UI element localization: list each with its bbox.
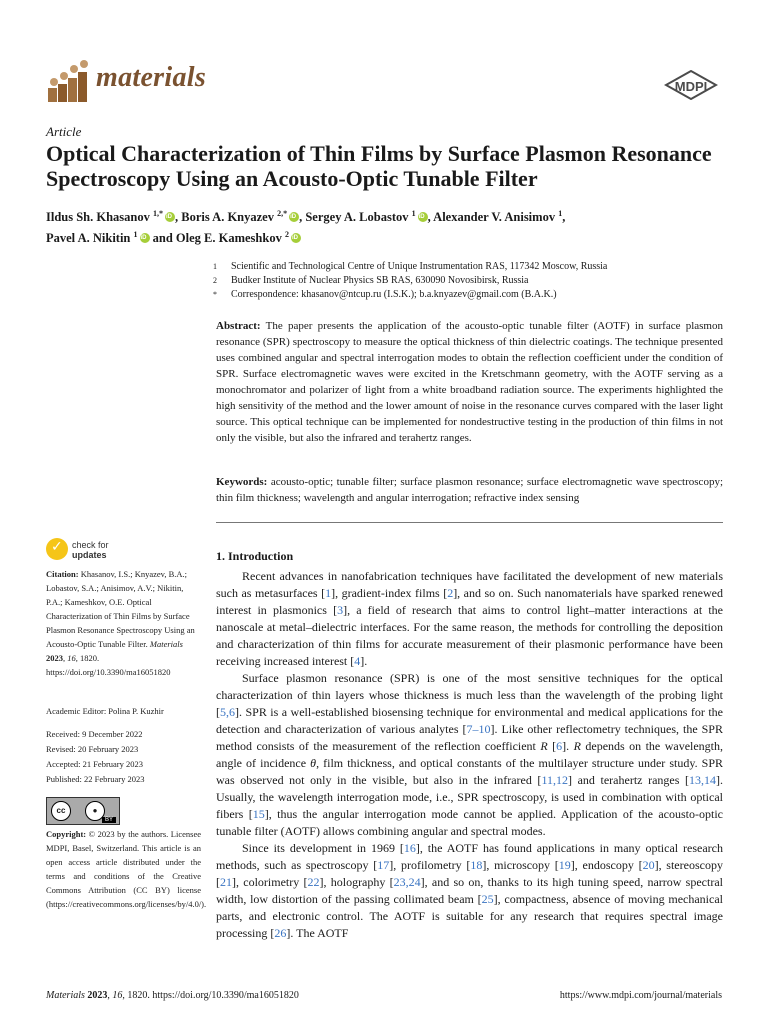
article-type: Article — [46, 124, 82, 139]
citation-link[interactable]: 23,24 — [393, 875, 421, 889]
citation-link[interactable]: 5,6 — [220, 705, 235, 719]
citation-link[interactable]: 1 — [325, 586, 332, 600]
date-revised: Revised: 20 February 2023 — [46, 744, 139, 754]
keywords-text: acousto-optic; tunable filter; surface plasmon resonance; surface electromagnetic wave spectroscopy; thin film thickness; wavelength and angular interrogation; refractive index sensing — [216, 476, 723, 504]
paragraph: Surface plasmon resonance (SPR) is one of the most sensitive techniques for the optical characterization of thin layers whose thickness is much less than the wavelength of the probing light [5,6]. SPR is a well-established biosensing technique for environmental and medical applications for the detection and characterization of various analytes [7–10]. Like other reflectometry techniques, the SPR method consists of the measurement of the reflection coefficient R [6]. R depends on the wavelength, angle of incidence θ, film thickness, and optical constants of the multilayer structure under study. SPR was observed not only in the visible, but also in the infrared [11,12] and terahertz ranges [13,14]. Usually, the wavelength interrogation mode, i.e., SPR spectroscopy, is used in combination with optical fibers [15], thus the angular interrogation mode cannot be applied. Application of the acousto-optic tunable filter (AOTF) allows combining angular and spectral modes. — [216, 671, 724, 838]
date-received: Received: 9 December 2022 — [46, 729, 143, 739]
orcid-icon[interactable] — [418, 212, 428, 222]
author: Sergey A. Lobastov — [305, 210, 409, 225]
footer-citation: Materials 2023, 16, 1820. https://doi.org/10.3390/ma16051820 — [46, 990, 299, 1001]
affiliations — [213, 260, 733, 302]
orcid-icon[interactable] — [289, 212, 299, 222]
orcid-icon[interactable] — [165, 212, 175, 222]
author: Oleg E. Kameshkov — [175, 231, 282, 246]
citation-link[interactable]: 3 — [337, 603, 344, 617]
academic-editor: Academic Editor: Polina P. Kuzhir — [46, 706, 164, 716]
orcid-icon[interactable] — [291, 233, 301, 243]
citation-link[interactable]: 25 — [481, 892, 494, 906]
citation-link[interactable]: 11,12 — [541, 773, 568, 787]
orcid-icon[interactable] — [140, 233, 150, 243]
cc-icon: cc — [51, 801, 71, 821]
cc-by-license-badge[interactable] — [46, 797, 120, 825]
paper-title: Optical Characterization of Thin Films by Surface Plasmon Resonance Spectroscopy Using an Acousto-Optic Tunable Filter — [46, 141, 712, 191]
section-title: 1. Introduction — [216, 549, 294, 563]
mdpi-logo — [664, 70, 718, 100]
abstract-text: The paper presents the application of the acousto-optic tunable filter (AOTF) in surface plasmon resonance (SPR) spectroscopy to measure the optical thickness of thin dielectric coatings. The technique presented uses combined angular and spectral interrogation modes to obtain the reflection coefficient under the condition of SPR. Surface electromagnetic waves were excited in the Kretschmann geometry, with the AOTF serving as a monochromator and polarizer of light from a white broadband radiation source. The experiments highlighted the high sensitivity of the method and the lower amount of noise in the resonance curves compared with the laser light source. This optical technique can be implemented for nondestructive testing in the production of thin films in not only the visible, but also the infrared and terahertz ranges. — [216, 320, 723, 444]
citation-link[interactable]: 16 — [403, 841, 416, 855]
author: Ildus Sh. Khasanov — [46, 210, 150, 225]
citation-link[interactable]: 13,14 — [689, 773, 716, 787]
check-for-updates-button[interactable]: ✓ check for updates — [46, 538, 166, 562]
citation-link[interactable]: 20 — [642, 858, 655, 872]
affiliation: 1 Scientific and Technological Centre of Unique Instrumentation RAS, 117342 Moscow, Russia — [213, 261, 608, 272]
citation-link[interactable]: 26 — [274, 926, 287, 940]
author: Alexander V. Anisimov — [433, 210, 556, 225]
publisher-name: MDPI — [674, 79, 708, 94]
keywords-label: Keywords: — [216, 476, 268, 488]
author: Pavel A. Nikitin — [46, 231, 131, 246]
citation-link[interactable]: 18 — [470, 858, 483, 872]
paragraph: Since its development in 1969 [16], the AOTF has found applications in many optical research methods, such as spectroscopy [17], profilometry [18], microscopy [19], endoscopy [20], stereoscopy [21], colorimetry [22], holography [23,24], and so on, thanks to its high tuning speed, narrow spectral width, low distortion of the passing collimated beam [25], compactness, absence of moving mechanical parts, and electronic control. The AOTF is suitable for any research that requires spectral image processing [26]. The AOTF — [216, 841, 724, 940]
citation-link[interactable]: 22 — [307, 875, 320, 889]
citation-link[interactable]: 7–10 — [466, 722, 491, 736]
person-icon: ● — [85, 801, 105, 821]
abstract-label: Abstract: — [216, 320, 261, 332]
citation-link[interactable]: 4 — [354, 654, 361, 668]
citation: Citation: Khasanov, I.S.; Knyazev, B.A.; Lobastov, S.A.; Anisimov, A.V.; Nikitin, P.A.; Kameshkov, O.E. Optical Characterization of Thin Films by Surface Plasmon Resonance Spectroscopy Using an Acousto-Optic Tunable Filter. Materials 2023, 16, 1820. https://doi.org/10.3390/ma16051820 — [46, 569, 195, 677]
correspondence: * Correspondence: khasanov@ntcup.ru (I.S.K.); b.a.knyazev@gmail.com (B.A.K.) — [213, 289, 557, 300]
citation-link[interactable]: 21 — [220, 875, 232, 889]
affiliation: 2 Budker Institute of Nuclear Physics SB RAS, 630090 Novosibirsk, Russia — [213, 275, 529, 286]
journal-name: materials — [96, 62, 207, 93]
divider — [216, 522, 723, 523]
by-label: BY — [102, 817, 116, 823]
date-accepted: Accepted: 21 February 2023 — [46, 759, 144, 769]
citation-link[interactable]: 17 — [377, 858, 390, 872]
author-list: Ildus Sh. Khasanov $^{1,*}$iD , Boris A. Knyazev $^{2,*}$iD , Sergey A. Lobastov $^1$iD , Alexander V. Anisimov $^1$, Pavel A. Nikitin $^1$iD and Oleg E. Kameshkov $^2$iD — [46, 205, 736, 247]
citation-link[interactable]: 15 — [252, 807, 265, 821]
citation-link[interactable]: 19 — [558, 858, 571, 872]
copyright: Copyright: © 2023 by the authors. Licensee MDPI, Basel, Switzerland. This article is an open access article distributed under the terms and conditions of the Creative Commons Attribution (CC BY) license (https://creativecommons.org/licenses/by/4.0/). — [46, 829, 207, 909]
paragraph: Recent advances in nanofabrication techniques have facilitated the development of new materials such as metasurfaces [1], gradient-index films [2], and so on. Such nanomaterials have sparked renewed interest in plasmonics [3], a field of research that aims to control light–matter interactions at the nanoscale at metal–dielectric interfaces. For the same reason, the methods for controlling the deposition and characterization of thin films for accurate measurement of their plasmonic performance have been receiving increased interest [4]. — [216, 569, 723, 668]
keywords — [216, 474, 723, 506]
citation-link[interactable]: 6 — [556, 739, 563, 753]
footer-journal-url[interactable]: https://www.mdpi.com/journal/materials — [559, 990, 722, 1001]
body-text — [216, 568, 723, 942]
date-published: Published: 22 February 2023 — [46, 774, 145, 784]
abstract — [216, 318, 723, 446]
citation-link[interactable]: 2 — [447, 586, 454, 600]
check-icon — [46, 538, 68, 560]
journal-logo — [46, 58, 92, 106]
author: Boris A. Knyazev — [181, 210, 274, 225]
